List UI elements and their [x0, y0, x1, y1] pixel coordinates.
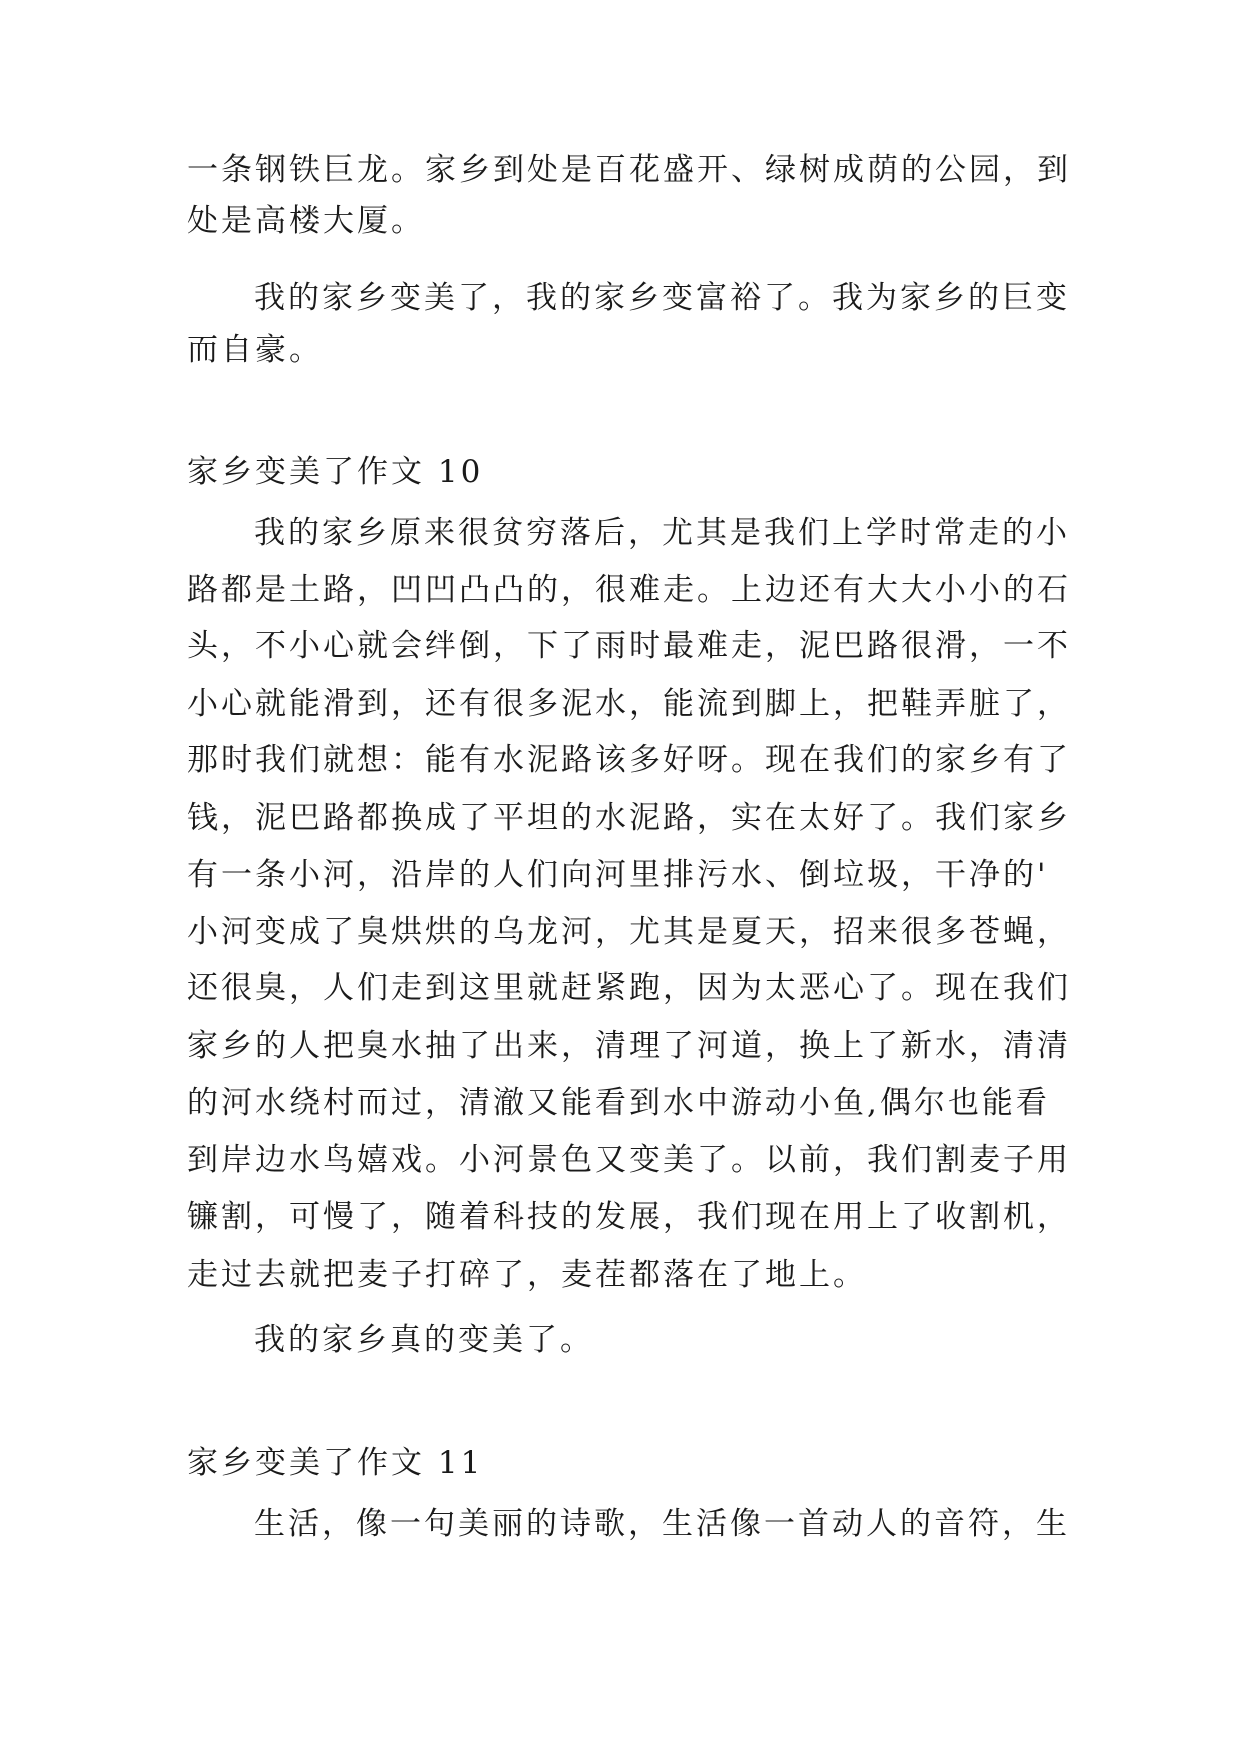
text-line: 镰割，可慢了，随着科技的发展，我们现在用上了收割机， — [187, 1199, 1071, 1235]
text-line: 有一条小河，沿岸的人们向河里排污水、倒垃圾，干净的' — [187, 857, 1049, 893]
text-line: 一条钢铁巨龙。家乡到处是百花盛开、绿树成荫的公园，到 — [187, 152, 1071, 188]
paragraph-start: 我的家乡真的变美了。 — [254, 1322, 594, 1358]
text-line: 那时我们就想：能有水泥路该多好呀。现在我们的家乡有了 — [187, 742, 1071, 778]
paragraph-start: 生活，像一句美丽的诗歌，生活像一首动人的音符，生 — [254, 1506, 1070, 1542]
text-line: 家乡的人把臭水抽了出来，清理了河道，换上了新水，清清 — [187, 1028, 1071, 1064]
text-line: 处是高楼大厦。 — [187, 203, 425, 239]
text-line: 还很臭，人们走到这里就赶紧跑，因为太恶心了。现在我们 — [187, 970, 1071, 1006]
text-line: 路都是土路，凹凹凸凸的，很难走。上边还有大大小小的石 — [187, 572, 1071, 608]
text-line: 头，不小心就会绊倒，下了雨时最难走，泥巴路很滑，一不 — [187, 628, 1071, 664]
text-line: 小河变成了臭烘烘的乌龙河，尤其是夏天，招来很多苍蝇， — [187, 914, 1071, 950]
text-line: 而自豪。 — [187, 332, 323, 368]
paragraph-start: 我的家乡原来很贫穷落后，尤其是我们上学时常走的小 — [254, 515, 1070, 551]
section-heading: 家乡变美了作文 10 — [187, 454, 484, 490]
text-line: 走过去就把麦子打碎了，麦茬都落在了地上。 — [187, 1257, 867, 1293]
text-line: 的河水绕村而过，清澈又能看到水中游动小鱼,偶尔也能看 — [187, 1085, 1050, 1121]
text-line: 钱，泥巴路都换成了平坦的水泥路，实在太好了。我们家乡 — [187, 800, 1071, 836]
text-line: 小心就能滑到，还有很多泥水，能流到脚上，把鞋弄脏了， — [187, 686, 1071, 722]
text-line: 到岸边水鸟嬉戏。小河景色又变美了。以前，我们割麦子用 — [187, 1142, 1071, 1178]
paragraph-start: 我的家乡变美了，我的家乡变富裕了。我为家乡的巨变 — [254, 280, 1070, 316]
section-heading: 家乡变美了作文 11 — [187, 1445, 484, 1481]
